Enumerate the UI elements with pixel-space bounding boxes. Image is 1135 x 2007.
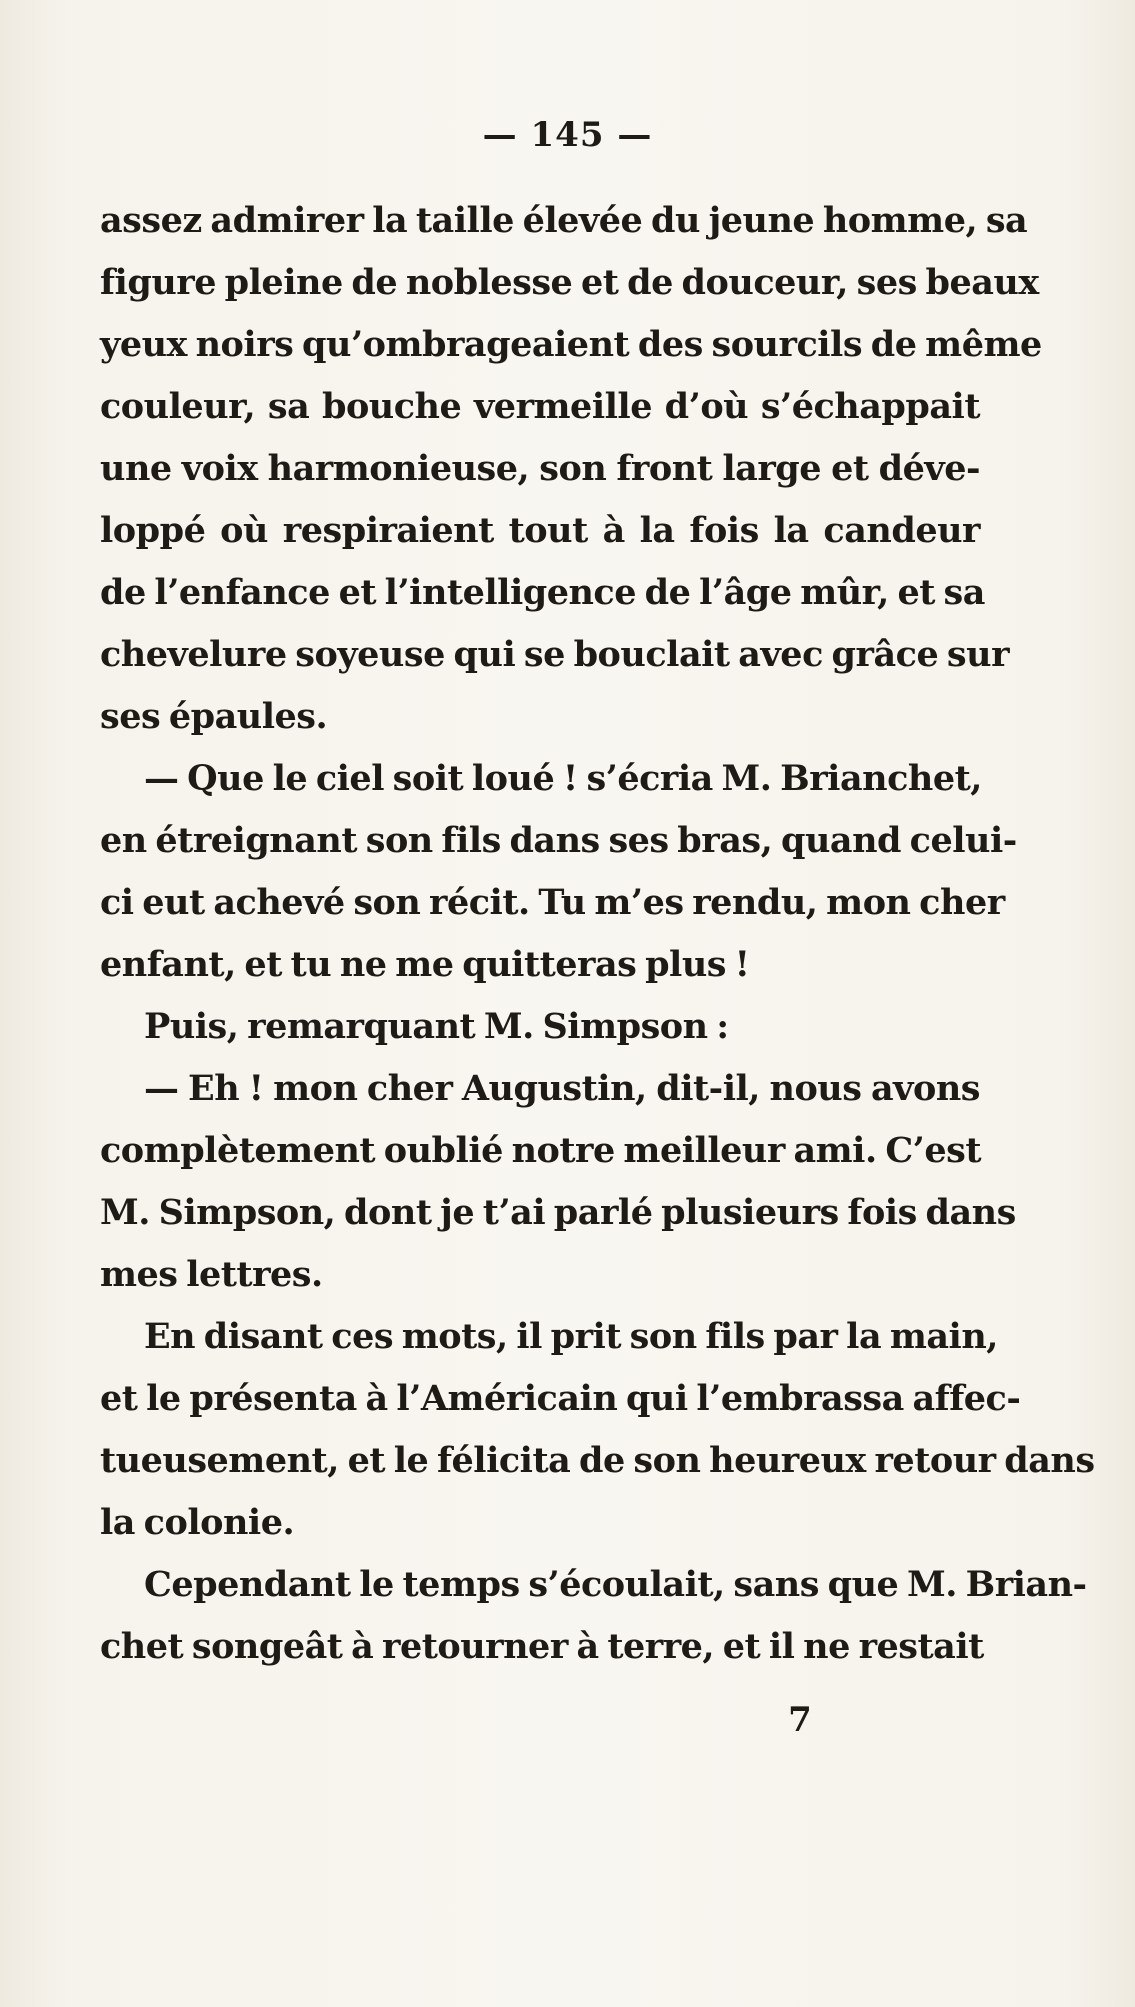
text-line: loppé où respiraient tout à la fois la candeur (100, 510, 980, 551)
text-line: enfant, et tu ne me quitteras plus ! (100, 944, 750, 985)
page-number-header: — 145 — (482, 115, 653, 155)
text-line: tueusement, et le félicita de son heureux retour dans (100, 1440, 1095, 1481)
text-line: En disant ces mots, il prit son fils par la main, (144, 1316, 998, 1357)
text-line: M. Simpson, dont je t’ai parlé plusieurs fois dans (100, 1192, 1016, 1233)
text-line: en étreignant son fils dans ses bras, quand celui- (100, 820, 1017, 861)
text-line: une voix harmonieuse, son front large et déve- (100, 448, 980, 489)
text-line: — Que le ciel soit loué ! s’écria M. Brianchet, (144, 758, 982, 799)
text-line: de l’enfance et l’intelligence de l’âge mûr, et sa (100, 572, 985, 613)
text-line: complètement oublié notre meilleur ami. C’est (100, 1130, 982, 1171)
text-line: Cependant le temps s’écoulait, sans que M. Brian- (144, 1564, 1087, 1605)
text-line: chet songeât à retourner à terre, et il ne restait (100, 1626, 984, 1667)
text-line: ci eut achevé son récit. Tu m’es rendu, mon cher (100, 882, 1005, 923)
text-line: yeux noirs qu’ombrageaient des sourcils de même (100, 324, 1042, 365)
text-line: ses épaules. (100, 696, 328, 737)
text-line: — Eh ! mon cher Augustin, dit-il, nous avons (144, 1068, 980, 1109)
body-text (100, 190, 1095, 1678)
signature-mark: 7 (788, 1700, 812, 1740)
text-line: couleur, sa bouche vermeille d’où s’échappait (100, 386, 980, 427)
text-line: et le présenta à l’Américain qui l’embrassa affec- (100, 1378, 1021, 1419)
text-line: mes lettres. (100, 1254, 323, 1295)
text-line: chevelure soyeuse qui se bouclait avec grâce sur (100, 634, 1010, 675)
text-line: la colonie. (100, 1502, 295, 1543)
text-line: Puis, remarquant M. Simpson : (144, 1006, 729, 1047)
text-line: figure pleine de noblesse et de douceur, ses beaux (100, 262, 1039, 303)
text-line: assez admirer la taille élevée du jeune homme, sa (100, 200, 1028, 241)
